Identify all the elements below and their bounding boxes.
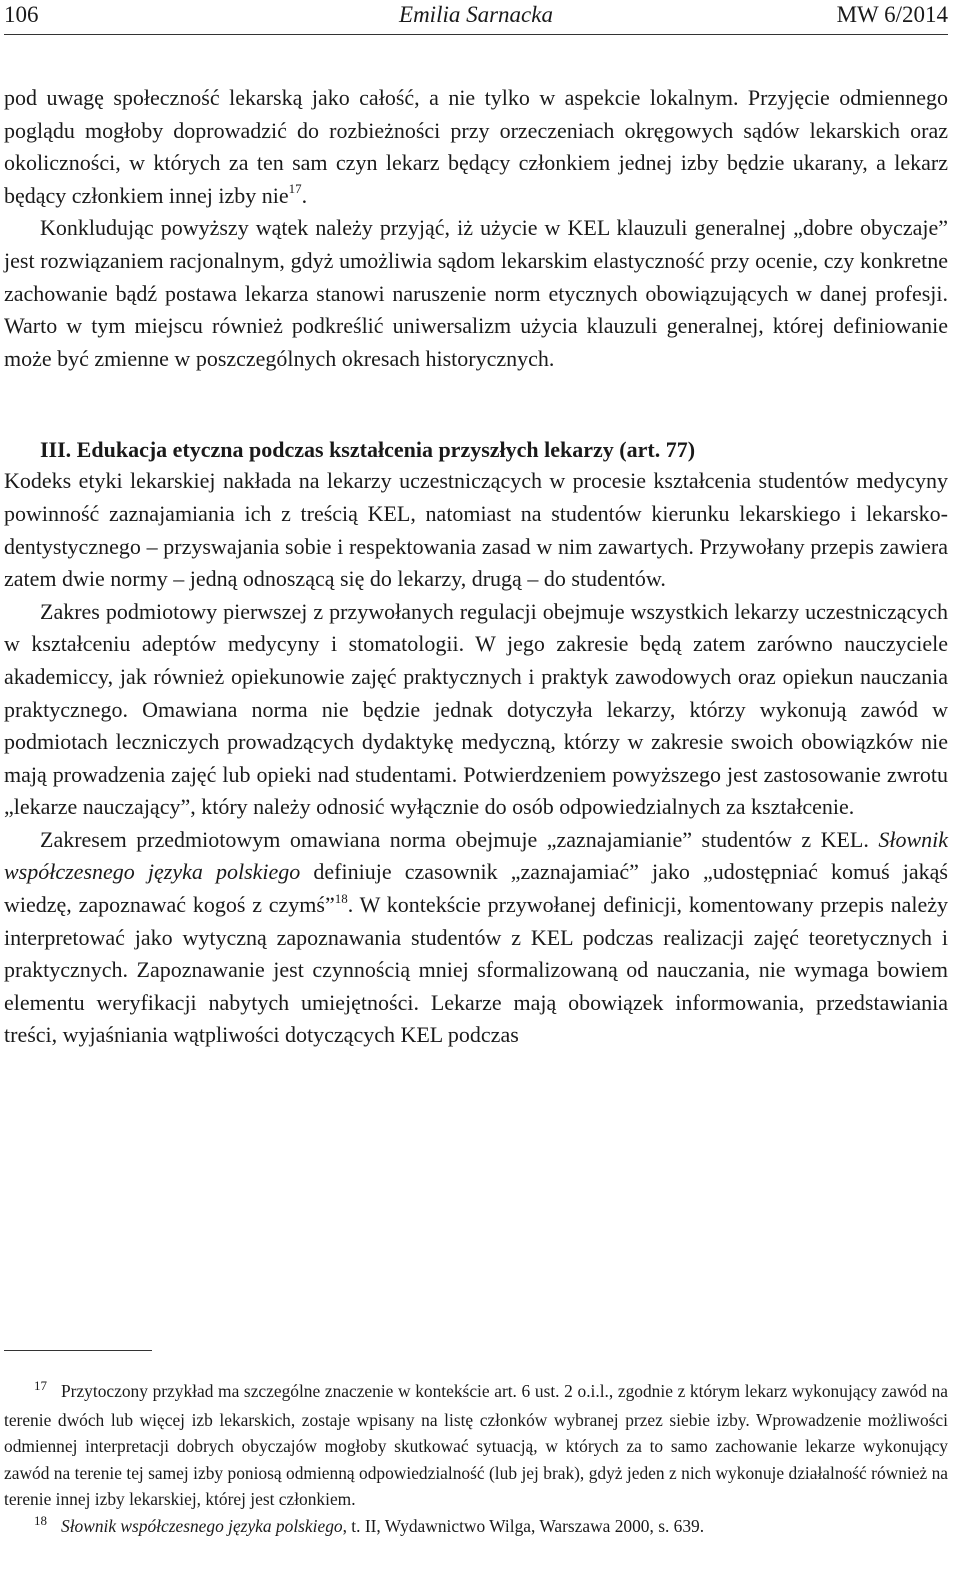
paragraph: Kodeks etyki lekarskiej nakłada na lekarzy uczestniczących w procesie kształcenia studentów medycyny powinność zaznajamiania ich z treścią KEL, natomiast na studentów kierunku lekarskiego i lekarsko-dentystycznego – przyswajania sobie i respektowania zasad w nim zawartych. Przywołany przepis zawiera zatem dwie normy – jedną odnoszącą się do lekarzy, drugą – do studentów. [4,468,948,592]
paragraph: Zakresem przedmiotowym omawiana norma obejmuje „zaznajamianie” studentów z KEL. Słownik współczesnego języka polskiego definiuje czasownik „zaznajamiać” jako „udostępniać komuś jakąś wiedzę, zapoznawać kogoś z czymś”$^{18}$. W kontekście przywołanej definicji, komentowany przepis należy interpretować jako wytyczną zapoznawania studentów z KEL podczas realizacji zajęć teoretycznych i praktycznych. Zapoznawanie jest czynnością mniej sformalizowaną od nauczania, nie wymaga bowiem elementu weryfikacji nabytych umiejętności. Lekarze mają obowiązek informowania, przedstawiania treści, wyjaśniania wątpliwości dotyczących KEL podczas [4,826,948,1048]
footnote-17: $^{17}$ Przytoczony przykład ma szczególne znaczenie w kontekście art. 6 ust. 2 o.i.l., zgodnie z którym lekarz wykonujący zawód na terenie dwóch lub więcej izb lekarskich, zostaje wpisany na listę członków wybranej przez siebie izby. Wprowadzenie możliwości odmiennej interpretacji dobrych obyczajów mogłoby skutkować sytuacją, w których za to samo zachowanie lekarze wykonujący zawód na terenie tej samej izby poniosą odmienną odpowiedzialność (lub jej brak), gdyż jeden z nich wykonuje działalność również na terenie innej izby lekarskiej, której jest członkiem. [4,1378,948,1510]
paragraph: Zakres podmiotowy pierwszej z przywołanych regulacji obejmuje wszystkich lekarzy uczestniczących w kształceniu adeptów medycyny i stomatologii. W jego zakresie będą zatem zarówno nauczyciele akademiccy, jak również opiekunowie zajęć praktycznych i praktyk zawodowych oraz opiekun nauczania praktycznego. Omawiana norma nie będzie jednak dotyczyła lekarzy, którzy wykonują zawód w podmiotach leczniczych prowadzących dydaktykę medyczną, którzy w zakresie swoich obowiązków nie mają prowadzenia zajęć lub opieki nad studentami. Potwierdzeniem powyższego jest zastosowanie zwrotu „lekarze nauczający”, który należy odnosić wyłącznie do osób odpowiedzialnych za kształcenie. [4,598,948,820]
header-rule [4,34,948,35]
footnote-mark: 17 [34,1378,47,1393]
cited-title: Słownik współczesnego języka polskiego [4,826,948,885]
footnote-separator [4,1350,152,1351]
paragraph-continued: pod uwagę społeczność lekarską jako całość, a nie tylko w aspekcie lokalnym. Przyjęcie odmiennego poglądu mogłoby doprowadzić do rozbieżności przy orzeczeniach okręgowych sądów lekarskich oraz okoliczności, w których za ten sam czyn lekarz będący członkiem jednej izby będzie ukarany, a lekarz będący członkiem innej izby nie$^{17}$. [4,85,948,208]
running-header-author: Emilia Sarnacka [399,2,553,27]
footnote-mark: 18 [34,1512,47,1528]
footnotes [4,1378,948,1542]
footnote-ref-17[interactable]: 17 [288,181,302,197]
page-number: 106 [4,2,39,27]
footnote-ref-18[interactable]: 18 [334,890,348,906]
journal-issue: MW 6/2014 [836,2,948,27]
paragraph: Konkludując powyższy wątek należy przyjąć, iż użycie w KEL klauzuli generalnej „dobre obyczaje” jest rozwiązaniem racjonalnym, gdyż umożliwia sądom lekarskim elastyczność przy ocenie, czy konkretne zachowanie bądź postawa lekarza stanowi naruszenie norm etycznych obowiązujących w danej profesji. Warto w tym miejscu również podkreślić uniwersalizm użycia klauzuli generalnej, której definiowanie może być zmienne w poszczególnych okresach historycznych. [4,215,948,371]
footnote-18: $^{18}$ Słownik współczesnego języka polskiego, t. II, Wydawnictwo Wilga, Warszawa 2000, s. 639. [34,1512,705,1536]
body-text [4,82,948,1052]
running-header [4,0,948,32]
section-heading: III. Edukacja etyczna podczas kształcenia przyszłych lekarzy (art. 77) [40,437,696,463]
